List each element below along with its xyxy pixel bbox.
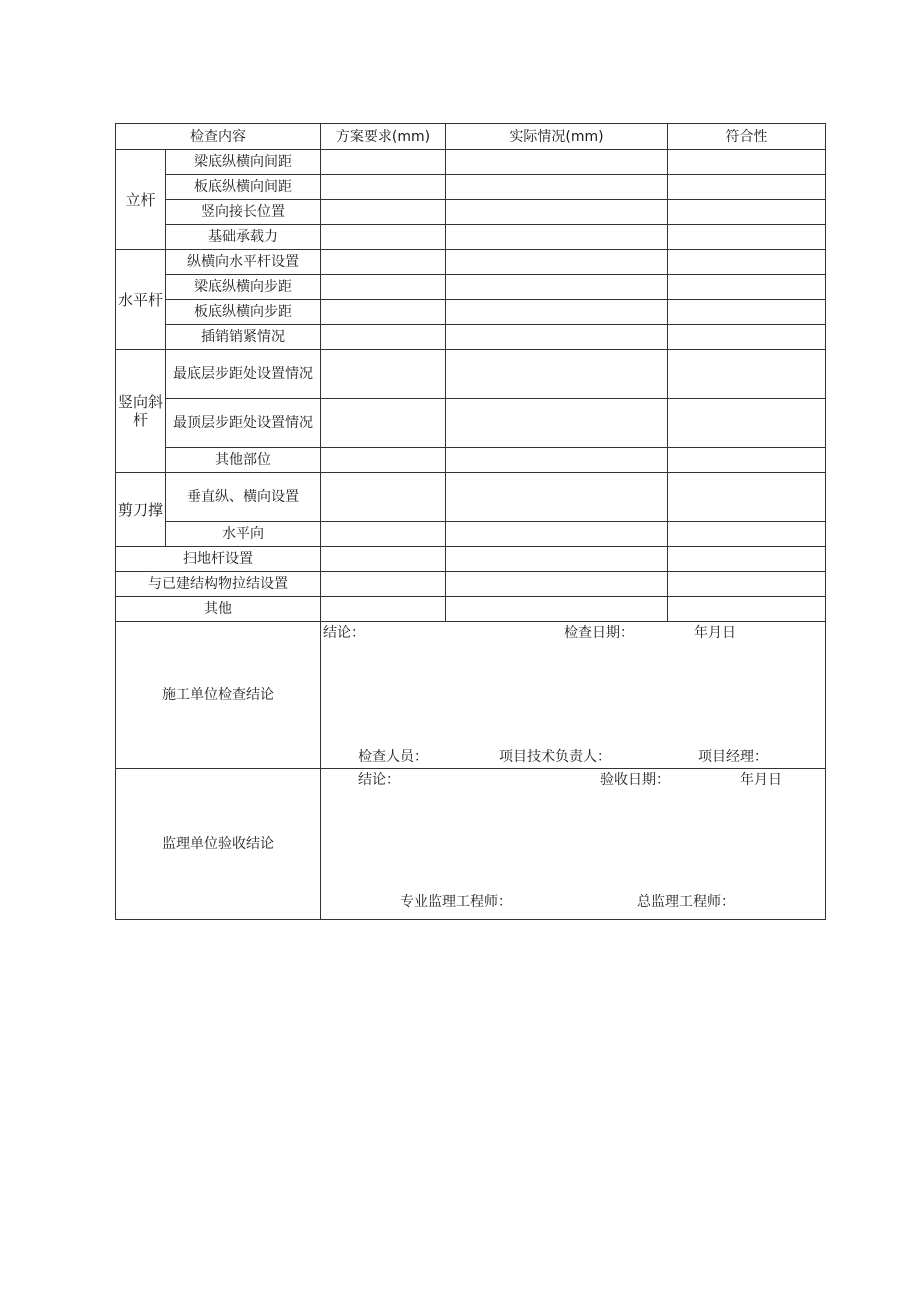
actual-cell[interactable]: [446, 448, 668, 473]
table-row: [116, 300, 826, 325]
item-label: 竖向接长位置: [166, 200, 321, 225]
requirement-cell[interactable]: [321, 325, 446, 350]
construction-conclusion-row: [116, 622, 826, 769]
supervision-conclusion-cell[interactable]: [321, 769, 826, 920]
actual-cell[interactable]: [446, 399, 668, 448]
item-label: 与已建结构物拉结设置: [116, 572, 321, 597]
requirement-cell[interactable]: [321, 448, 446, 473]
item-label: 纵横向水平杆设置: [166, 250, 321, 275]
table-row: [116, 250, 826, 275]
conformity-cell[interactable]: [668, 150, 826, 175]
group-label: 剪刀撑: [116, 473, 166, 547]
conformity-cell[interactable]: [668, 473, 826, 522]
header-requirement: 方案要求(mm): [321, 124, 446, 150]
table-row: [116, 350, 826, 399]
supervision-chief-label: 总监理工程师：: [637, 894, 735, 910]
conformity-cell[interactable]: [668, 399, 826, 448]
item-label: 扫地杆设置: [116, 547, 321, 572]
item-label: 板底纵横向间距: [166, 175, 321, 200]
conformity-cell[interactable]: [668, 175, 826, 200]
conformity-cell[interactable]: [668, 350, 826, 399]
table-row: [116, 473, 826, 522]
actual-cell[interactable]: [446, 225, 668, 250]
construction-label: 施工单位检查结论: [116, 622, 321, 769]
construction-tech-lead-label: 项目技术负责人：: [499, 749, 611, 765]
conformity-cell[interactable]: [668, 572, 826, 597]
supervision-engineer-label: 专业监理工程师：: [400, 894, 512, 910]
item-label: 最顶层步距处设置情况: [166, 399, 321, 448]
requirement-cell[interactable]: [321, 399, 446, 448]
actual-cell[interactable]: [446, 473, 668, 522]
construction-manager-label: 项目经理：: [698, 749, 768, 765]
item-label: 垂直纵、横向设置: [166, 473, 321, 522]
item-label: 插销销紧情况: [166, 325, 321, 350]
item-label: 梁底纵横向间距: [166, 150, 321, 175]
supervision-conclusion-row: [116, 769, 826, 920]
requirement-cell[interactable]: [321, 300, 446, 325]
item-label: 其他: [116, 597, 321, 622]
actual-cell[interactable]: [446, 350, 668, 399]
conformity-cell[interactable]: [668, 522, 826, 547]
construction-conclusion-cell[interactable]: [321, 622, 826, 769]
item-label: 板底纵横向步距: [166, 300, 321, 325]
requirement-cell[interactable]: [321, 175, 446, 200]
requirement-cell[interactable]: [321, 250, 446, 275]
requirement-cell[interactable]: [321, 225, 446, 250]
table-row: [116, 150, 826, 175]
table-row: [116, 448, 826, 473]
table-row: [116, 547, 826, 572]
actual-cell[interactable]: [446, 275, 668, 300]
table-row: [116, 225, 826, 250]
construction-inspector-label: 检查人员：: [358, 749, 428, 765]
group-label: 水平杆: [116, 250, 166, 350]
conformity-cell[interactable]: [668, 547, 826, 572]
actual-cell[interactable]: [446, 250, 668, 275]
conformity-cell[interactable]: [668, 300, 826, 325]
actual-cell[interactable]: [446, 597, 668, 622]
header-content: 检查内容: [116, 124, 321, 150]
construction-date-label: 检查日期：: [564, 625, 634, 641]
table-row: [116, 325, 826, 350]
group-label: 立杆: [116, 150, 166, 250]
requirement-cell[interactable]: [321, 572, 446, 597]
table-row: [116, 597, 826, 622]
conformity-cell[interactable]: [668, 325, 826, 350]
supervision-date-label: 验收日期：: [600, 772, 670, 788]
actual-cell[interactable]: [446, 200, 668, 225]
header-conformity: 符合性: [668, 124, 826, 150]
actual-cell[interactable]: [446, 150, 668, 175]
requirement-cell[interactable]: [321, 473, 446, 522]
requirement-cell[interactable]: [321, 350, 446, 399]
conformity-cell[interactable]: [668, 225, 826, 250]
header-actual: 实际情况(mm): [446, 124, 668, 150]
supervision-label: 监理单位验收结论: [116, 769, 321, 920]
conformity-cell[interactable]: [668, 200, 826, 225]
construction-date-value: 年月日: [694, 625, 736, 641]
inspection-table: [115, 123, 826, 920]
requirement-cell[interactable]: [321, 597, 446, 622]
requirement-cell[interactable]: [321, 150, 446, 175]
actual-cell[interactable]: [446, 175, 668, 200]
conformity-cell[interactable]: [668, 275, 826, 300]
item-label: 梁底纵横向步距: [166, 275, 321, 300]
actual-cell[interactable]: [446, 300, 668, 325]
table-row: [116, 522, 826, 547]
group-label: 竖向斜杆: [116, 350, 166, 473]
actual-cell[interactable]: [446, 325, 668, 350]
item-label: 基础承载力: [166, 225, 321, 250]
table-row: [116, 175, 826, 200]
actual-cell[interactable]: [446, 547, 668, 572]
table-row: [116, 399, 826, 448]
item-label: 最底层步距处设置情况: [166, 350, 321, 399]
table-row: [116, 200, 826, 225]
supervision-conclusion-label: 结论：: [358, 772, 400, 788]
requirement-cell[interactable]: [321, 547, 446, 572]
conformity-cell[interactable]: [668, 448, 826, 473]
actual-cell[interactable]: [446, 522, 668, 547]
item-label: 水平向: [166, 522, 321, 547]
header-row: [116, 124, 826, 150]
conformity-cell[interactable]: [668, 597, 826, 622]
requirement-cell[interactable]: [321, 522, 446, 547]
conformity-cell[interactable]: [668, 250, 826, 275]
actual-cell[interactable]: [446, 572, 668, 597]
construction-conclusion-label: 结论：: [323, 625, 365, 641]
requirement-cell[interactable]: [321, 200, 446, 225]
table-row: [116, 275, 826, 300]
item-label: 其他部位: [166, 448, 321, 473]
table-row: [116, 572, 826, 597]
supervision-date-value: 年月日: [740, 772, 782, 788]
requirement-cell[interactable]: [321, 275, 446, 300]
